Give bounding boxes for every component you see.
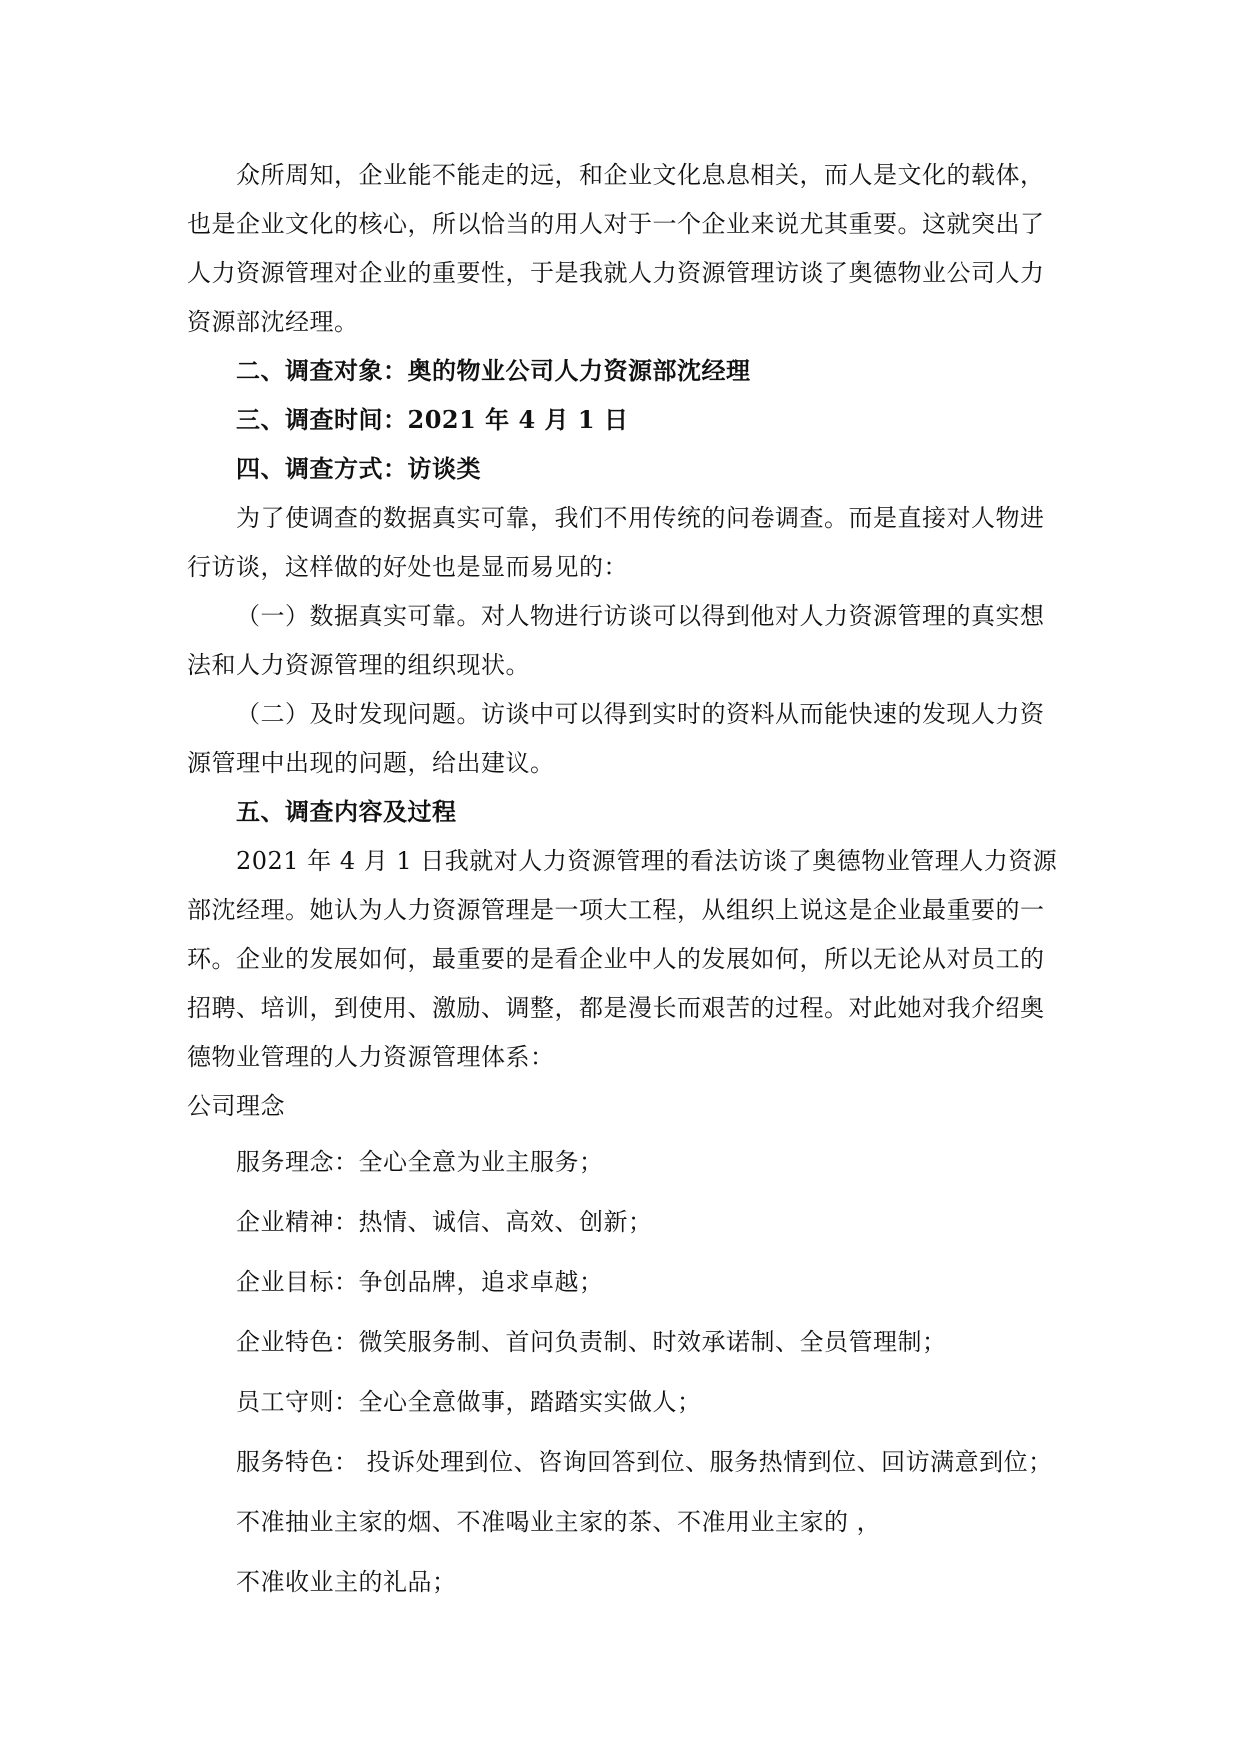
intro-line-1: 众所周知，企业能不能走的远，和企业文化息息相关，而人是文化的载体， <box>236 161 1045 189</box>
intro-line-4: 资源部沈经理。 <box>187 308 359 336</box>
method-line-2: 行访谈，这样做的好处也是显而易见的： <box>187 553 628 581</box>
content-line-3: 环。企业的发展如何，最重要的是看企业中人的发展如何，所以无论从对员工的 <box>187 945 1045 973</box>
content-line-1: 2021 年 4 月 1 日我就对人力资源管理的看法访谈了奥德物业管理人力资源 <box>236 847 1058 875</box>
philosophy-item: 服务理念：全心全意为业主服务； <box>236 1148 604 1176</box>
content-line-5: 德物业管理的人力资源管理体系： <box>187 1043 555 1071</box>
content-line-4: 招聘、培训，到使用、激励、调整，都是漫长而艰苦的过程。对此她对我介绍奥 <box>187 994 1045 1022</box>
intro-line-3: 人力资源管理对企业的重要性，于是我就人力资源管理访谈了奥德物业公司人力 <box>187 259 1045 287</box>
point-one-line-2: 法和人力资源管理的组织现状。 <box>187 651 530 679</box>
section-heading-time: 三、调查时间：2021 年 4 月 1 日 <box>236 405 629 434</box>
philosophy-item: 企业特色：微笑服务制、首问负责制、时效承诺制、全员管理制； <box>236 1328 947 1356</box>
point-two-line-2: 源管理中出现的问题，给出建议。 <box>187 749 555 777</box>
philosophy-item: 员工守则：全心全意做事，踏踏实实做人； <box>236 1388 702 1416</box>
philosophy-title: 公司理念 <box>187 1092 285 1120</box>
philosophy-item: 不准收业主的礼品； <box>236 1568 457 1596</box>
intro-line-2: 也是企业文化的核心，所以恰当的用人对于一个企业来说尤其重要。这就突出了 <box>187 210 1045 238</box>
point-one-line-1: （一）数据真实可靠。对人物进行访谈可以得到他对人力资源管理的真实想 <box>236 602 1045 630</box>
philosophy-item: 企业精神：热情、诚信、高效、创新； <box>236 1208 653 1236</box>
point-two-line-1: （二）及时发现问题。访谈中可以得到实时的资料从而能快速的发现人力资 <box>236 700 1045 728</box>
section-heading-subject: 二、调查对象：奥的物业公司人力资源部沈经理 <box>236 356 751 385</box>
section-heading-content: 五、调查内容及过程 <box>236 797 457 826</box>
philosophy-item: 企业目标：争创品牌，追求卓越； <box>236 1268 604 1296</box>
method-line-1: 为了使调查的数据真实可靠，我们不用传统的问卷调查。而是直接对人物进 <box>236 504 1045 532</box>
content-line-2: 部沈经理。她认为人力资源管理是一项大工程，从组织上说这是企业最重要的一 <box>187 896 1045 924</box>
philosophy-item: 服务特色： 投诉处理到位、咨询回答到位、服务热情到位、回访满意到位； <box>236 1448 1053 1476</box>
philosophy-item: 不准抽业主家的烟、不准喝业主家的茶、不准用业主家的 ， <box>236 1508 882 1536</box>
section-heading-method: 四、调查方式：访谈类 <box>236 454 481 483</box>
